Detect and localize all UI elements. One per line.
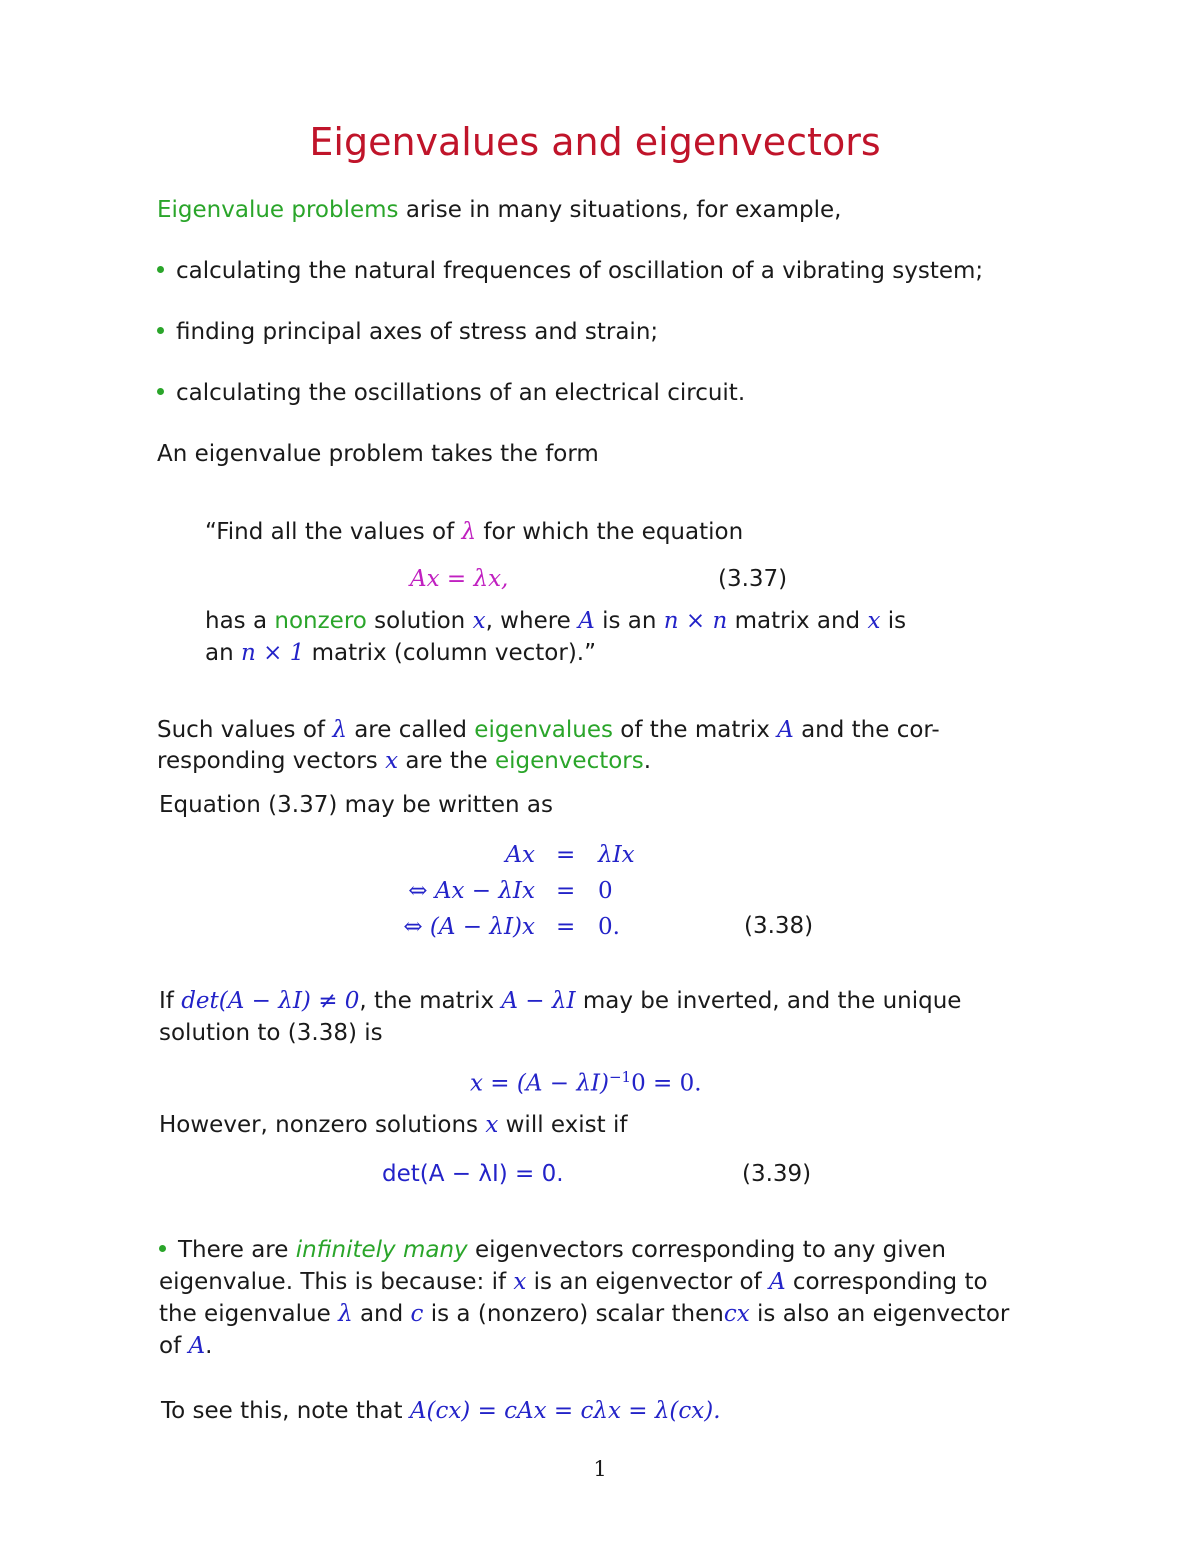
- math-A: A: [188, 1333, 206, 1359]
- text: responding vectors: [157, 748, 378, 774]
- bullet-item: [157, 319, 658, 345]
- text: “Find all the values of: [205, 519, 455, 545]
- however-line: [159, 1112, 627, 1138]
- text: .: [643, 748, 652, 774]
- lambda-symbol: λ: [461, 519, 477, 545]
- text: corresponding to: [792, 1269, 988, 1295]
- text: of the matrix: [620, 717, 770, 743]
- eq-lhs: Ax: [410, 566, 440, 592]
- align-r1-rhs: λIx: [598, 842, 635, 868]
- lambda-symbol: λ: [332, 717, 347, 743]
- intro-highlight: Eigenvalue problems: [157, 197, 399, 223]
- equation-number: (3.38): [744, 913, 814, 939]
- bullet-text: finding principal axes of stress and strain;: [176, 319, 659, 345]
- math-x: x: [485, 1112, 499, 1138]
- text: solution: [374, 608, 466, 634]
- equation-number: (3.37): [718, 566, 788, 592]
- align-r2-rhs: 0: [598, 878, 613, 904]
- align-r1-lhs: Ax: [505, 842, 535, 868]
- text: are called: [354, 717, 467, 743]
- text: of: [159, 1333, 182, 1359]
- det-line-1: [159, 988, 961, 1014]
- text: There are: [178, 1237, 289, 1263]
- inf-line-1: [159, 1237, 946, 1263]
- text: may be inverted, and the unique: [582, 988, 962, 1014]
- inverse-equation: [470, 1068, 702, 1097]
- eq-part: 0 = 0.: [631, 1070, 702, 1097]
- equation-3-37: [410, 566, 508, 592]
- text: eigenvectors corresponding to any given: [474, 1237, 947, 1263]
- bullet-item: [157, 380, 745, 406]
- text: is: [887, 608, 907, 634]
- math-c: c: [410, 1301, 424, 1327]
- eq-written: Equation (3.37) may be written as: [159, 792, 553, 818]
- text: for which the equation: [483, 519, 744, 545]
- page-number: 1: [593, 1457, 607, 1481]
- quote-line-1: [205, 519, 743, 545]
- math-nxn: n × n: [663, 608, 728, 634]
- bullet-text: calculating the natural frequences of oscillation of a vibrating system;: [176, 258, 984, 284]
- equation-number: (3.39): [742, 1161, 812, 1187]
- text: and: [359, 1301, 404, 1327]
- text: To see this, note that: [161, 1398, 403, 1424]
- det-line-2: solution to (3.38) is: [159, 1020, 383, 1046]
- bullet-icon: [159, 1245, 166, 1252]
- text: has a: [205, 608, 268, 634]
- math-nx1: n × 1: [240, 640, 305, 666]
- inf-line-3: [159, 1301, 1009, 1327]
- emphasis: infinitely many: [295, 1237, 468, 1263]
- text: eigenvalue. This is because: if: [159, 1269, 507, 1295]
- eigenvectors-highlight: eigenvectors: [494, 748, 644, 774]
- bullet-item: [157, 258, 983, 284]
- text: If: [159, 988, 174, 1014]
- bullet-text: calculating the oscillations of an electrical circuit.: [176, 380, 746, 406]
- text: matrix and: [734, 608, 861, 634]
- form-intro: An eigenvalue problem takes the form: [157, 441, 599, 467]
- quote-line-3: [205, 608, 906, 634]
- lambda-symbol: λ: [338, 1301, 353, 1327]
- align-r1-rel: =: [556, 842, 576, 868]
- inf-line-2: [159, 1269, 988, 1295]
- text: , where: [485, 608, 571, 634]
- text: is an eigenvector of: [533, 1269, 762, 1295]
- det-equation: det(A − λI) = 0.: [382, 1161, 564, 1187]
- math-matrix: A − λI: [501, 988, 576, 1014]
- intro-text: arise in many situations, for example,: [405, 197, 842, 223]
- text: matrix (column vector).”: [311, 640, 597, 666]
- eq-sup: −1: [608, 1068, 632, 1086]
- math-det: det(A − λI) ≠ 0: [181, 988, 360, 1014]
- such-line-2: [157, 748, 651, 774]
- bullet-icon: [157, 327, 164, 334]
- eigenvalues-highlight: eigenvalues: [474, 717, 613, 743]
- math-x: x: [385, 748, 399, 774]
- inf-line-4: [159, 1333, 212, 1359]
- math-cx: cx: [723, 1301, 750, 1327]
- math-A: A: [777, 717, 794, 743]
- text: However, nonzero solutions: [159, 1112, 479, 1138]
- math-A: A: [768, 1269, 786, 1295]
- align-r3-rhs: 0.: [598, 914, 620, 940]
- text: is an: [602, 608, 657, 634]
- intro-line: [157, 197, 842, 223]
- text: are the: [405, 748, 488, 774]
- such-line-1: [157, 717, 940, 743]
- math-eq: A(cx) = cAx = cλx = λ(cx).: [409, 1398, 721, 1424]
- eq-sign: =: [446, 566, 467, 592]
- text: an: [205, 640, 234, 666]
- text: Such values of: [157, 717, 325, 743]
- text: is a (nonzero) scalar then: [430, 1301, 724, 1327]
- text: , the matrix: [359, 988, 495, 1014]
- eq-rhs: λx,: [473, 566, 509, 592]
- math-A: A: [578, 608, 595, 634]
- bullet-icon: [157, 266, 164, 273]
- text: will exist if: [505, 1112, 628, 1138]
- math-x: x: [472, 608, 486, 634]
- math-x: x: [513, 1269, 527, 1295]
- align-r2-rel: =: [556, 878, 576, 904]
- text: and the cor-: [801, 717, 940, 743]
- eq-part: x = (A − λI): [470, 1070, 609, 1097]
- text: is also an eigenvector: [757, 1301, 1010, 1327]
- bullet-icon: [157, 388, 164, 395]
- nonzero-highlight: nonzero: [274, 608, 367, 634]
- math-x: x: [867, 608, 881, 634]
- align-r3-lhs: ⇔ (A − λI)x: [403, 914, 535, 940]
- to-see-line: [161, 1398, 721, 1424]
- align-r3-rel: =: [556, 914, 576, 940]
- text: .: [205, 1333, 213, 1359]
- align-r2-lhs: ⇔ Ax − λIx: [408, 878, 535, 904]
- page-title: Eigenvalues and eigenvectors: [309, 120, 881, 164]
- quote-line-4: [205, 640, 596, 666]
- text: the eigenvalue: [159, 1301, 331, 1327]
